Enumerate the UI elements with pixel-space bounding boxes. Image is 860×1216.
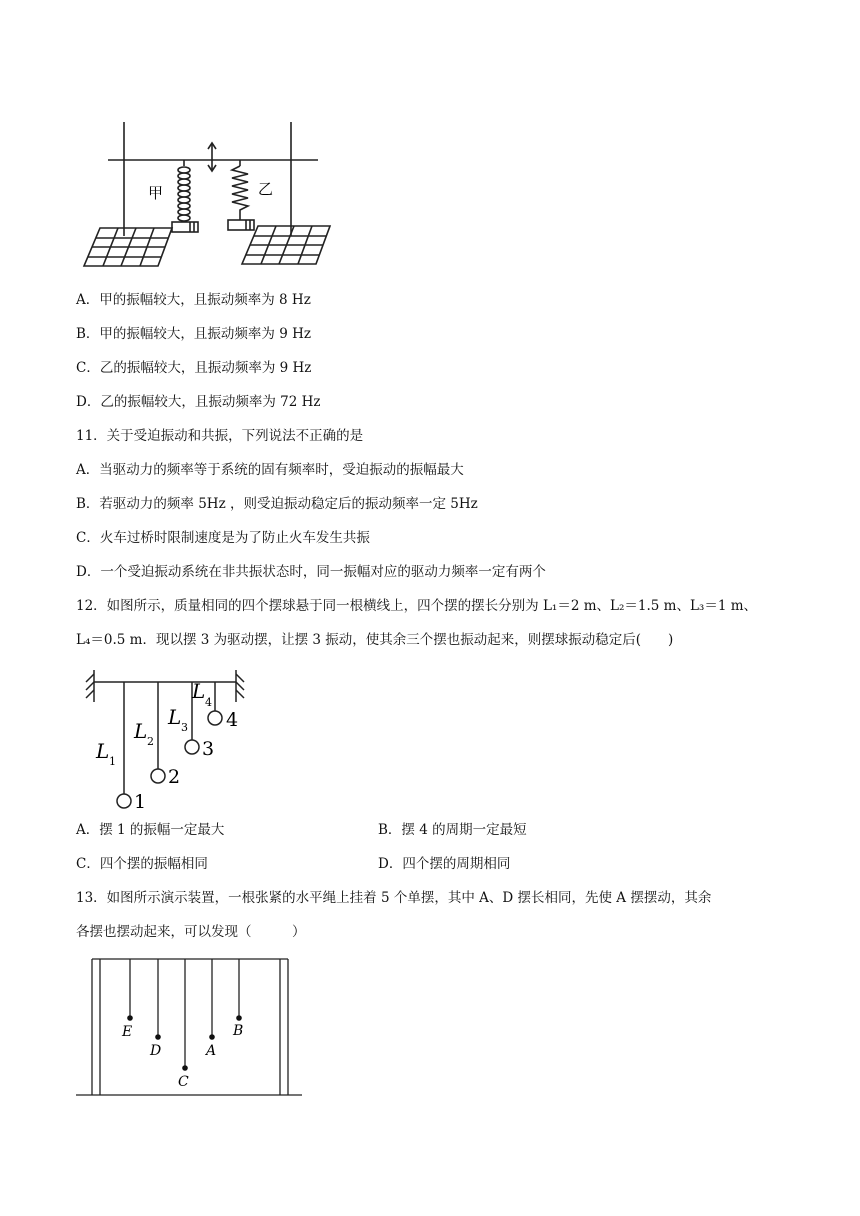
rope-pendulum-figure (76, 955, 306, 1100)
q11-option-d: D．一个受迫振动系统在非共振状态时，同一振幅对应的驱动力频率一定有两个 (76, 564, 546, 580)
q10-option-a: A．甲的振幅较大，且振动频率为 8 Hz (76, 292, 311, 308)
num-4: 4 (226, 709, 239, 731)
q10-option-d: D．乙的振幅较大，且振动频率为 72 Hz (76, 394, 321, 410)
label-D: D (150, 1043, 162, 1059)
q11-option-c: C．火车过桥时限制速度是为了防止火车发生共振 (76, 530, 370, 546)
label-L4: L (192, 679, 206, 703)
label-A: A (206, 1043, 217, 1059)
q12-option-a: A．摆 1 的振幅一定最大 (76, 822, 225, 838)
q12-option-b: B．摆 4 的周期一定最短 (378, 822, 527, 838)
sub-2: 2 (147, 735, 154, 748)
spring-figure (76, 118, 336, 273)
q10-option-b: B．甲的振幅较大，且振动频率为 9 Hz (76, 326, 311, 342)
q11-option-b: B．若驱动力的频率 5Hz ，则受迫振动稳定后的振动频率一定 5Hz (76, 496, 478, 512)
q13-stem-line1: 13．如图所示演示装置，一根张紧的水平绳上挂着 5 个单摆，其中 A、D 摆长相同，先使 A 摆摆动，其余 (76, 890, 712, 906)
label-yi: 乙 (258, 180, 274, 198)
label-B: B (233, 1023, 244, 1039)
label-L3: L (168, 705, 182, 729)
q12-option-d: D．四个摆的周期相同 (378, 856, 511, 872)
q13-stem-line2: 各摆也摆动起来，可以发现（ ） (76, 924, 306, 940)
q12-option-c: C．四个摆的振幅相同 (76, 856, 208, 872)
q12-stem-line1: 12．如图所示，质量相同的四个摆球悬于同一根横线上，四个摆的摆长分别为 L₁＝2 m、L₂＝1.5 m、L₃＝1 m、 (76, 598, 758, 614)
num-2: 2 (168, 766, 181, 788)
q10-option-c: C．乙的振幅较大，且振动频率为 9 Hz (76, 360, 312, 376)
q12-stem-line2: L₄＝0.5 m．现以摆 3 为驱动摆，让摆 3 振动，使其余三个摆也振动起来，则摆球振动稳定后( ) (76, 632, 674, 648)
label-L2: L (134, 719, 148, 743)
num-1: 1 (134, 791, 147, 813)
pendulum-figure (84, 668, 254, 816)
q11-stem: 11．关于受迫振动和共振，下列说法不正确的是 (76, 428, 364, 444)
label-C: C (178, 1074, 189, 1090)
label-E: E (122, 1024, 133, 1040)
sub-4: 4 (205, 696, 212, 709)
num-3: 3 (202, 738, 215, 760)
sub-1: 1 (109, 755, 116, 768)
q11-option-a: A．当驱动力的频率等于系统的固有频率时，受迫振动的振幅最大 (76, 462, 464, 478)
sub-3: 3 (181, 721, 188, 734)
label-jia: 甲 (148, 184, 164, 202)
label-L1: L (96, 739, 110, 763)
